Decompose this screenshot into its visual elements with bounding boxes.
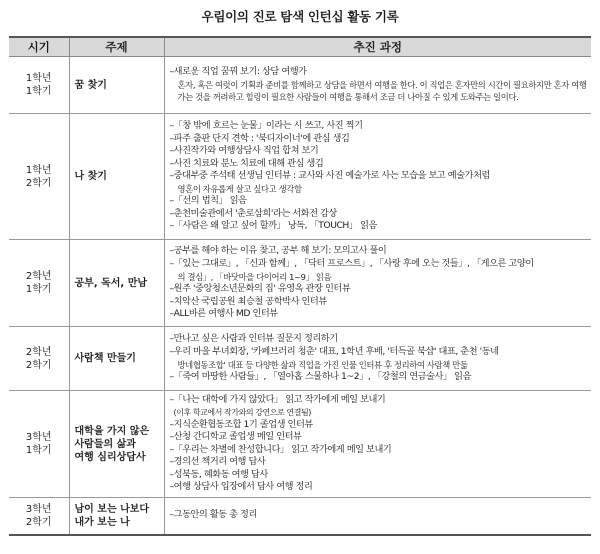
process-line: –만나고 싶은 사람과 인터뷰 질문지 정리하기 bbox=[169, 333, 338, 345]
process-line: –「우리는 차별에 찬성합니다」 읽고 작가에게 메일 보내기 bbox=[169, 443, 392, 455]
period-text: 1학년 bbox=[25, 73, 52, 84]
process-line: (이후 학교에서 작가와의 강연으로 연결됨) bbox=[173, 407, 311, 417]
table-row bbox=[9, 57, 591, 114]
topic-text: 대학을 가지 않은 bbox=[74, 425, 150, 437]
table-body bbox=[9, 57, 591, 535]
topic-text: 꿈 찾기 bbox=[74, 79, 107, 91]
process-line: –「사람은 왜 알고 싶어 할까」 낭독, 「TOUCH」 읽음 bbox=[169, 220, 377, 232]
process-line: 영혼이 자유롭게 살고 싶다고 생각함 bbox=[177, 183, 302, 194]
topic-cell bbox=[69, 57, 164, 114]
period-cell bbox=[9, 57, 69, 114]
process-cell bbox=[164, 327, 591, 391]
period-text: 2학기 bbox=[25, 359, 52, 371]
period-text: 1학년 bbox=[25, 164, 52, 176]
topic-text: 여행 심리상담사 bbox=[74, 451, 146, 463]
process-line: –사진작가와 여행상담사 직업 합쳐 보기 bbox=[169, 145, 319, 157]
process-line: –「선의 법칙」 읽음 bbox=[169, 195, 247, 207]
process-cell bbox=[164, 498, 591, 535]
period-cell bbox=[9, 114, 69, 240]
period-text: 2학년 bbox=[25, 271, 52, 282]
process-line: –「죽여 마땅한 사람들」, 「열아홉 스물하나 1~2」, 「강철의 연금술사」 읽음 bbox=[169, 371, 472, 382]
period-text: 3학년 bbox=[25, 432, 52, 443]
table-row bbox=[9, 114, 591, 240]
process-line: –원주 '중앙청소년문화의 집' 유영옥 관장 인터뷰 bbox=[169, 282, 351, 294]
period-text: 2학기 bbox=[25, 177, 52, 189]
process-line: –성북동, 혜화동 여행 답사 bbox=[169, 468, 268, 480]
process-line: 의 결심」, 「바닷마을 다이어리 1~9」 읽음 bbox=[177, 271, 332, 282]
process-cell bbox=[164, 57, 591, 114]
process-line: –경의선 책거리 여행 답사 bbox=[169, 456, 266, 468]
header-period: 시기 bbox=[9, 37, 69, 57]
period-cell bbox=[9, 327, 69, 391]
topic-cell bbox=[69, 498, 164, 535]
process-line: –치악산 국립공원 최승철 공학박사 인터뷰 bbox=[169, 295, 327, 307]
period-cell bbox=[9, 391, 69, 498]
table-row bbox=[9, 498, 591, 535]
topic-text: 사람들의 삶과 bbox=[74, 438, 136, 450]
process-line: 혼자, 혹은 여럿이 기획과 준비를 함께하고 상담을 하면서 여행을 한다. 이 직업은 혼자만의 시간이 필요하지만 혼자 여행 가는 것을 꺼려하고 힐링이 필요한 사람들이 여행을 통해서 조금 더 나아질 수 있게 도와주는 일이다. bbox=[177, 79, 587, 103]
period-text: 2학기 bbox=[25, 516, 52, 528]
table-header-row bbox=[9, 37, 591, 57]
process-line: –파주 출판 단지 견학 : '북디자이너'에 관심 생김 bbox=[169, 132, 350, 144]
topic-text: 공부, 독서, 만남 bbox=[74, 277, 148, 289]
topic-text: 남이 보는 나보다 bbox=[74, 503, 150, 515]
table-row bbox=[9, 240, 591, 327]
activity-table bbox=[9, 36, 591, 536]
process-line: –공부를 해야 하는 이유 찾고, 공부 해 보기: 모의고사 풀이 bbox=[169, 245, 387, 257]
document-title: 우림이의 진로 탐색 인턴십 활동 기록 bbox=[201, 9, 399, 24]
header-process: 추진 과정 bbox=[164, 37, 591, 57]
period-text: 3학년 bbox=[25, 503, 52, 515]
process-cell bbox=[164, 391, 591, 498]
process-cell bbox=[164, 114, 591, 240]
period-cell bbox=[9, 498, 69, 535]
process-line: –산청 간디학교 졸업생 메일 인터뷰 bbox=[169, 431, 302, 443]
process-line: –중대부중 주석태 선생님 인터뷰 : 교사와 사진 예술가로 사는 모습을 보고 예술가처럼 bbox=[169, 170, 490, 182]
process-line: –ALL바른 여행사 MD 인터뷰 bbox=[169, 308, 278, 320]
process-cell bbox=[164, 240, 591, 327]
process-line: –「창 밖에 흐르는 눈물」이라는 시 쓰고, 사진 찍기 bbox=[169, 119, 363, 131]
table-row bbox=[9, 391, 591, 498]
process-line: –사진 치료와 분노 치료에 대해 관심 생김 bbox=[169, 157, 324, 169]
process-line: –우리 마을 부녀회장, '카페브러리 청춘' 대표, 1학년 후배, '터득골 북샵' 대표, 춘천 '동네 bbox=[169, 346, 499, 357]
process-line: –「있는 그대로」, 「신과 함께」, 「닥터 프로스트」, 「사랑 후에 오는 것들」, 「게으른 고양이 bbox=[169, 257, 534, 269]
table-row bbox=[9, 327, 591, 391]
period-text: 1학기 bbox=[25, 86, 52, 97]
process-line: –그동안의 활동 총 정리 bbox=[169, 509, 257, 521]
process-line: –여행 상담사 입장에서 답사 여행 정리 bbox=[169, 481, 313, 493]
period-cell bbox=[9, 240, 69, 327]
topic-cell bbox=[69, 327, 164, 391]
period-text: 1학기 bbox=[25, 284, 52, 295]
process-line: –지식순환협동조합 1기 졸업생 인터뷰 bbox=[169, 418, 313, 430]
topic-cell bbox=[69, 391, 164, 498]
header-topic: 주제 bbox=[69, 37, 164, 57]
process-line: –춘천미술관에서 '춘로삼희'라는 서화전 감상 bbox=[169, 207, 337, 219]
process-line: 방네협동조합' 대표 등 다양한 삶과 직업을 가진 인물 인터뷰 후 정리하여 사람책 만듦 bbox=[177, 359, 468, 370]
period-text: 1학기 bbox=[25, 445, 52, 456]
period-text: 2학년 bbox=[25, 346, 52, 358]
topic-text: 내가 보는 나 bbox=[74, 516, 130, 528]
topic-cell bbox=[69, 240, 164, 327]
topic-text: 나 찾기 bbox=[74, 171, 107, 182]
topic-cell bbox=[69, 114, 164, 240]
process-line: –새로운 직업 꿈꿔 보기: 상담 여행가 bbox=[169, 66, 307, 78]
process-line: –「나는 대학에 가지 않았다」 읽고 작가에게 메일 보내기 bbox=[169, 393, 386, 405]
topic-text: 사람책 만들기 bbox=[74, 353, 136, 364]
